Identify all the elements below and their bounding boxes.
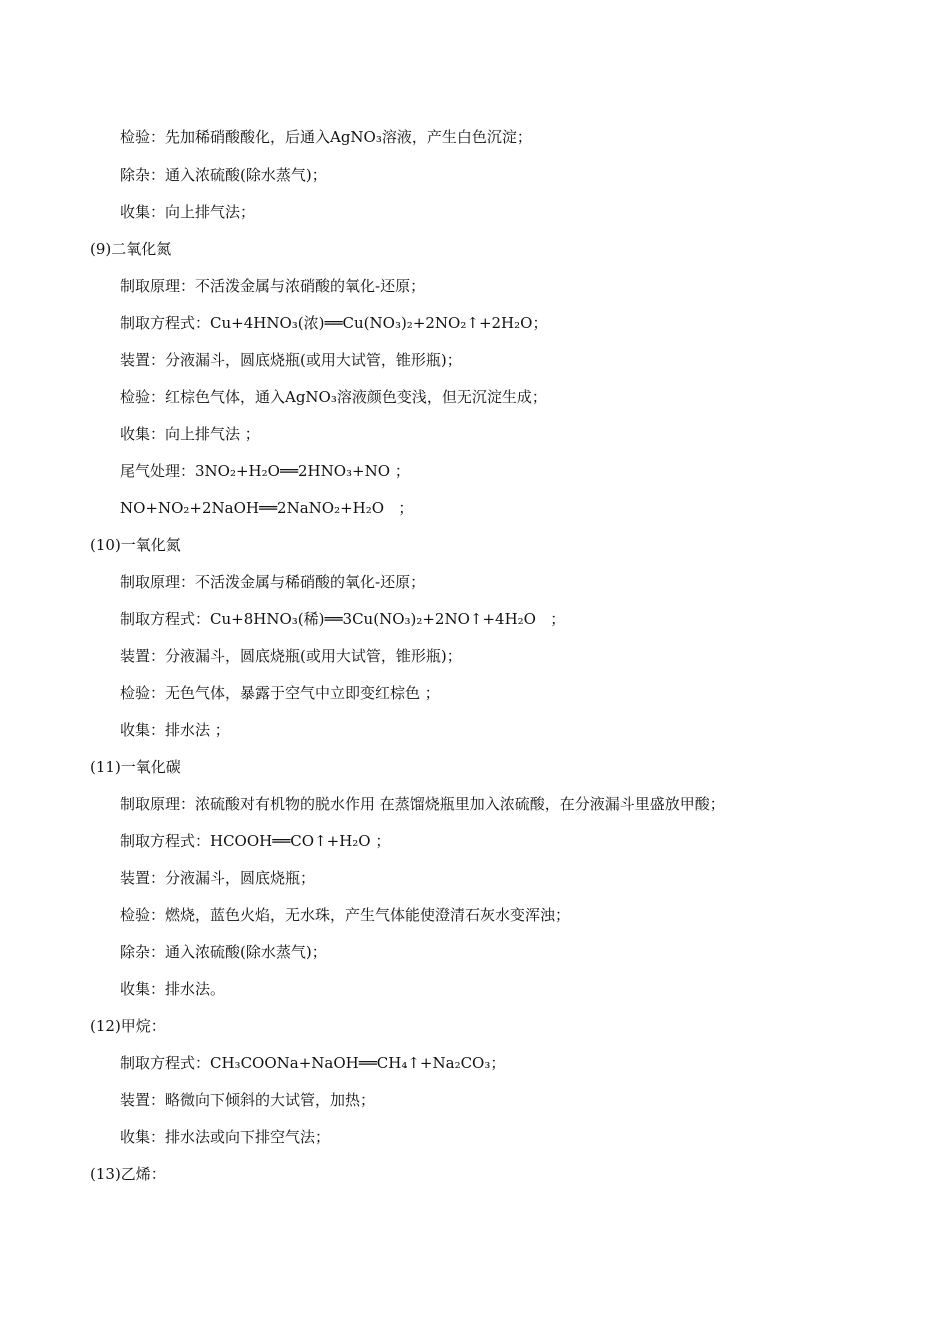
section-heading: (10)一氧化氮	[90, 536, 181, 554]
text-line: 尾气处理：3NO₂+H₂O══2HNO₃+NO ；	[120, 462, 410, 480]
text-line: 制取原理：不活泼金属与稀硝酸的氧化-还原；	[120, 573, 426, 591]
section-heading: (9)二氧化氮	[90, 240, 172, 258]
text-line: 收集：向上排气法 ；	[120, 425, 260, 443]
text-line: 装置：分液漏斗，圆底烧瓶；	[120, 869, 316, 887]
text-line: 检验：燃烧，蓝色火焰，无水珠，产生气体能使澄清石灰水变浑浊；	[120, 906, 571, 924]
section-heading: (11)一氧化碳	[90, 758, 181, 776]
text-line: 制取方程式：CH₃COONa+NaOH══CH₄↑+Na₂CO₃；	[120, 1054, 506, 1072]
text-line: 收集：排水法或向下排空气法；	[120, 1128, 331, 1146]
text-line: 装置：分液漏斗，圆底烧瓶(或用大试管，锥形瓶)；	[120, 351, 462, 369]
text-line: 收集：排水法。	[120, 980, 226, 998]
text-line: 装置：分液漏斗，圆底烧瓶(或用大试管，锥形瓶)；	[120, 647, 462, 665]
text-line: 制取原理：浓硫酸对有机物的脱水作用 在蒸馏烧瓶里加入浓硫酸，在分液漏斗里盛放甲酸；	[120, 795, 725, 813]
text-line: 制取原理：不活泼金属与浓硝酸的氧化-还原；	[120, 277, 426, 295]
text-line: 装置：略微向下倾斜的大试管，加热；	[120, 1091, 376, 1109]
section-heading: (12)甲烷：	[90, 1017, 166, 1035]
text-line: 除杂：通入浓硫酸(除水蒸气)；	[120, 943, 327, 961]
text-line: 除杂：通入浓硫酸(除水蒸气)；	[120, 166, 327, 184]
text-line: 制取方程式：Cu+4HNO₃(浓)══Cu(NO₃)₂+2NO₂↑+2H₂O；	[120, 314, 548, 332]
text-line: 收集：排水法 ；	[120, 721, 230, 739]
text-line: 制取方程式：Cu+8HNO₃(稀)══3Cu(NO₃)₂+2NO↑+4H₂O ；	[120, 610, 566, 628]
text-line: 检验：无色气体，暴露于空气中立即变红棕色 ；	[120, 684, 440, 702]
text-line: 收集：向上排气法；	[120, 203, 256, 221]
text-line: NO+NO₂+2NaOH══2NaNO₂+H₂O ；	[120, 499, 414, 517]
text-line: 检验：先加稀硝酸酸化，后通入AgNO₃溶液，产生白色沉淀；	[120, 128, 532, 146]
text-line: 制取方程式：HCOOH══CO↑+H₂O ；	[120, 832, 391, 850]
text-line: 检验：红棕色气体，通入AgNO₃溶液颜色变浅，但无沉淀生成；	[120, 388, 547, 406]
section-heading: (13)乙烯：	[90, 1165, 166, 1183]
